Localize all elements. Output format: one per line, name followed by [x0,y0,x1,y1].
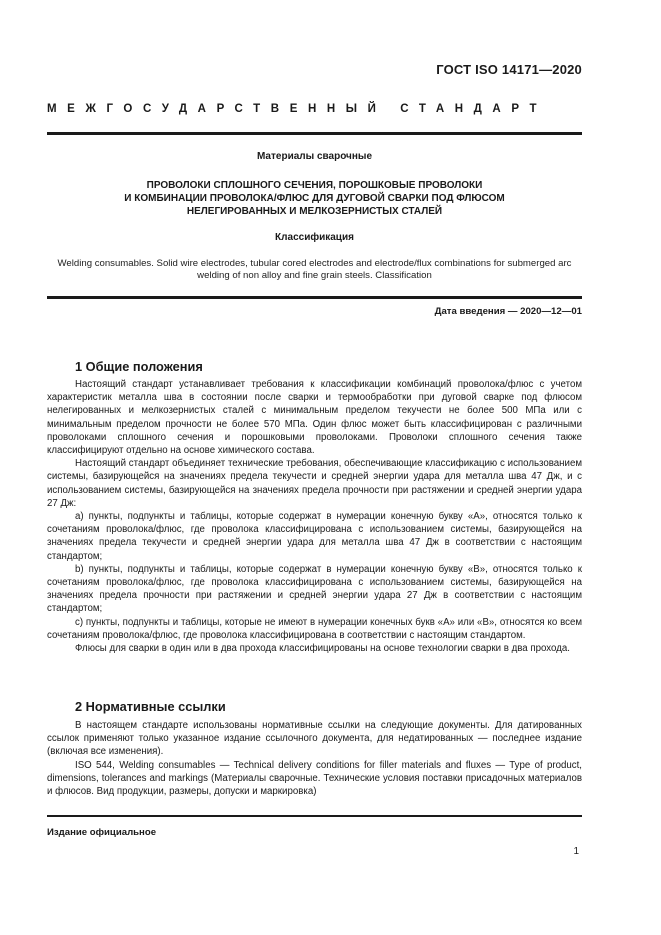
paragraph: В настоящем стандарте использованы нормативные ссылки на следующие документы. Для датированных ссылок применяют только указанное издание ссылочного документа, для недатированных — последнее издание (включая все изменения). [47,720,582,758]
english-title: Welding consumables. Solid wire electrodes, tubular cored electrodes and electrode/flux combinations for submerged arc welding of non alloy and fine grain steels. Classification [57,258,572,282]
page-number: 1 [573,846,579,857]
section-1-body [47,378,582,655]
paragraph: Настоящий стандарт устанавливает требования к классификации комбинаций проволока/флюс с учетом характеристик металла шва в состоянии после сварки и термообработки при дуговой сварке под флюсом нелегированных и мелкозернистых сталей с минимальным пределом текучести не более 500 МПа или с минимальным пределом прочности не более 570 МПа. Один флюс может быть классифицирован с различными проволоками сплошного сечения и порошковыми проволоками. Проволоки сплошного сечения также классифицируют отдельно на основе химического состава. [47,379,582,457]
interstate-standard-banner: МЕЖГОСУДАРСТВЕННЫЙ СТАНДАРТ [47,103,548,115]
section-1-heading: 1 Общие положения [75,359,203,374]
title-rule [47,296,582,299]
list-item-c: с) пункты, подпункты и таблицы, которые не имеют в нумерации конечных букв «А» или «В», относятся ко всем сочетаниям проволока/флюс, где проволока классифицирована в соответствии с настоящим стандартом. [47,616,582,641]
footer-rule [47,815,582,817]
title-line: НЕЛЕГИРОВАННЫХ И МЕЛКОЗЕРНИСТЫХ СТАЛЕЙ [186,206,443,217]
classification-heading: Классификация [275,232,354,243]
introduction-date: Дата введения — 2020—12—01 [434,306,582,317]
title-line: ПРОВОЛОКИ СПЛОШНОГО СЕЧЕНИЯ, ПОРОШКОВЫЕ ПРОВОЛОКИ [146,180,483,191]
header-rule [47,132,582,135]
section-2-body [47,719,582,798]
official-edition-label: Издание официальное [47,827,157,838]
paragraph: Флюсы для сварки в один или в два прохода классифицированы на основе технологии сварки в два прохода. [75,643,570,655]
title-line: И КОМБИНАЦИИ ПРОВОЛОКА/ФЛЮС ДЛЯ ДУГОВОЙ СВАРКИ ПОД ФЛЮСОМ [124,193,505,204]
section-2-heading: 2 Нормативные ссылки [75,699,226,714]
document-title [47,179,582,218]
list-item-b: b) пункты, подпункты и таблицы, которые содержат в нумерации конечную букву «В», относятся только к сочетаниям проволока/флюс, где проволока классифицирована с использованием системы, базирующейся на значениях предела прочности при растяжении и средней энергии удара 27 Дж в соответствии с настоящим стандартом; [47,563,582,615]
list-item-a: а) пункты, подпункты и таблицы, которые содержат в нумерации конечную букву «А», относятся только к сочетаниям проволока/флюс, где проволока классифицирована с использованием системы, базирующейся на значениях предела текучести и средней энергии удара для металла шва 47 Дж в соответствии с настоящим стандартом; [47,511,582,562]
paragraph: Настоящий стандарт объединяет технические требования, обеспечивающие классификацию с использованием системы, базирующейся на значениях предела текучести и средней энергии удара для металла шва 47 Дж, и с использованием системы, базирующейся на значениях предела прочности при растяжении и средней энергии удара 27 Дж: [47,458,582,509]
standard-number: ГОСТ ISO 14171—2020 [436,62,582,77]
subject-line: Материалы сварочные [256,151,372,162]
reference-item: ISO 544, Welding consumables — Technical delivery conditions for filler materials and fluxes — Type of product, dimensions, tolerances and markings (Материалы сварочные. Технические условия поставки присадочных материалов и флюсов. Вид продукции, размеры, допуски и маркировка) [47,759,582,798]
